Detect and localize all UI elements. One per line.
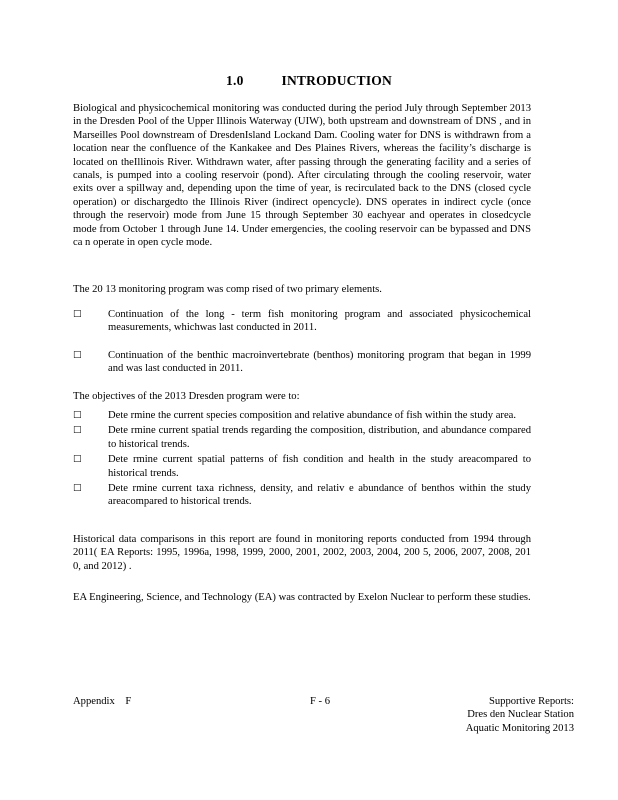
list-item xyxy=(73,453,531,480)
list-item xyxy=(73,308,531,335)
list-item xyxy=(73,409,531,422)
footer-report-info xyxy=(466,695,574,735)
list-item xyxy=(73,482,531,509)
list-item-text: Dete rmine current spatial patterns of fish condition and health in the study areacompared to historical trends. xyxy=(108,454,531,479)
checkbox-bullet-icon: □ xyxy=(73,483,82,494)
section-number: 1.0 xyxy=(226,73,244,88)
checkbox-bullet-icon: □ xyxy=(73,349,82,360)
objectives-intro: The objectives of the 2013 Dresden program were to: xyxy=(73,391,300,402)
footer-page-number: F - 6 xyxy=(309,696,330,707)
list-item-text: Dete rmine the current species composition and relative abundance of fish within the study area. xyxy=(108,410,517,421)
checkbox-bullet-icon: □ xyxy=(73,425,82,436)
checkbox-bullet-icon: □ xyxy=(73,410,82,420)
program-paragraph: The 20 13 monitoring program was comp rised of two primary elements. xyxy=(73,284,382,295)
footer-report-line: Supportive Reports: xyxy=(488,696,574,707)
objectives-list xyxy=(73,409,531,511)
footer-appendix: Appendix F xyxy=(73,696,132,707)
program-elements-list xyxy=(73,308,531,390)
section-title: INTRODUCTION xyxy=(281,73,392,88)
list-item-text: Dete rmine current taxa richness, density, and relativ e abundance of benthos within the study areacompared to historical trends. xyxy=(108,483,531,508)
footer-report-line: Dres den Nuclear Station xyxy=(467,709,574,721)
list-item xyxy=(73,424,531,451)
section-heading xyxy=(0,74,618,87)
historical-paragraph: Historical data comparisons in this report are found in monitoring reports conducted from 1994 through 2011( EA Reports: 1995, 1996a, 1998, 1999, 2000, 2001, 2002, 2003, 2004, 200 5, 2006, 2007, 2008, 201 0, and 2012) . xyxy=(73,534,531,572)
list-item xyxy=(73,349,531,376)
checkbox-bullet-icon: □ xyxy=(73,309,82,319)
contractor-paragraph: EA Engineering, Science, and Technology (EA) was contracted by Exelon Nuclear to perform these studies. xyxy=(73,592,531,603)
checkbox-bullet-icon: □ xyxy=(73,454,82,465)
footer-report-line: Aquatic Monitoring 2013 xyxy=(465,722,574,734)
list-item-text: Continuation of the long - term fish monitoring program and associated physicochemical measurements, whichwas last conducted in 2011. xyxy=(108,309,531,334)
list-item-text: Continuation of the benthic macroinvertebrate (benthos) monitoring program that began in 1999 and was last conducted in 2011. xyxy=(108,349,531,375)
list-item-text: Dete rmine current spatial trends regarding the composition, distribution, and abundance compared to historical trends. xyxy=(108,425,531,450)
intro-paragraph: Biological and physicochemical monitoring was conducted during the period July through September 2013 in the Dresden Pool of the Upper Illinois Waterway (UIW), both upstream and downstream of DNS , and in Marseilles Pool downstream of DresdenIsland Lockand Dam. Cooling water for DNS is withdrawn from a location near the confluence of the Kankakee and Des Plaines Rivers, whereas the facility’s discharge is located on theIllinois River. Withdrawn water, after passing through the generating facility and a series of canals, is pumped into a cooling reservoir (pond). After circulating through the cooling reservoir, water exits over a spillway and, depending upon the time of year, is recirculated back to the DNS (closed cycle operation) or dischargedto the Illinois River (indirect opencycle). DNS operates in indirect cycle (once through the reservoir) mode from June 15 through September 30 eachyear and operates in closedcycle mode from October 1 through June 14. Under emergencies, the cooling reservoir can be bypassed and DNS ca n operate in open cycle mode. xyxy=(73,103,531,249)
